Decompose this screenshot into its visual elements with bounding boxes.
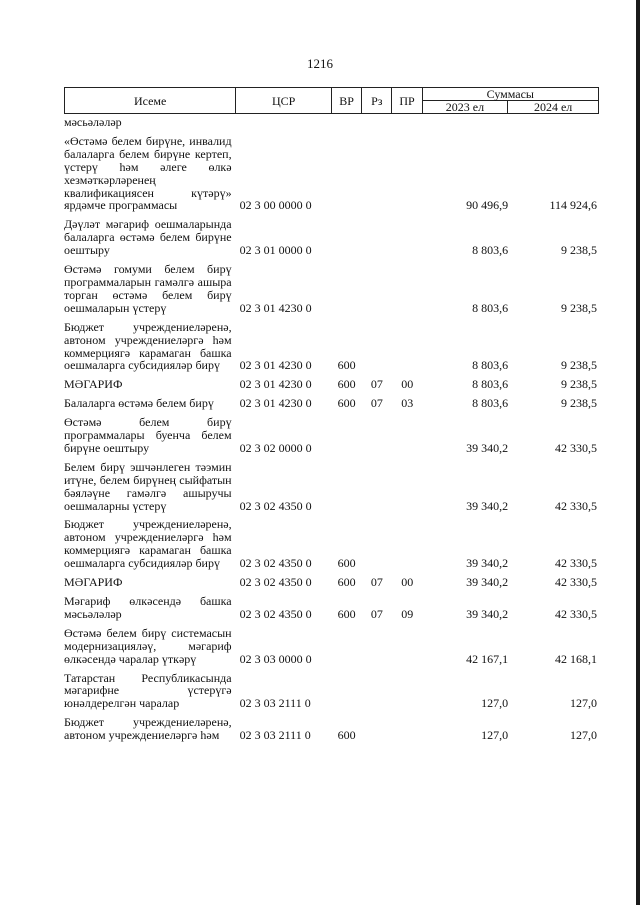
- row-rz: [362, 315, 392, 373]
- row-name: Бюджет учреждениеләренә, автоном учреждениеләргә һәм коммерциягә карамаган башка оешмаларга субсидияләр бирү: [64, 319, 232, 373]
- row-pr: [392, 116, 422, 129]
- row-amount-2024: 42 330,5: [555, 575, 597, 590]
- row-amount-2023: 8 803,6: [472, 377, 509, 392]
- row-amount-2023: [422, 116, 508, 129]
- header-sums: Суммасы: [422, 88, 598, 101]
- table-row: [64, 666, 599, 711]
- row-pr: [392, 410, 422, 455]
- row-vr: 600: [337, 575, 356, 590]
- row-pr: [392, 315, 422, 373]
- row-name: Бюджет учреждениеләренә, автоном учреждениеләргә һәм: [64, 715, 232, 743]
- header-year-2023: 2023 ел: [422, 101, 508, 114]
- table-row: [64, 589, 599, 621]
- table-header: [64, 87, 599, 114]
- row-amount-2023: 8 803,6: [472, 396, 509, 411]
- row-pr: [392, 621, 422, 666]
- row-rz: 07: [370, 575, 383, 590]
- row-pr: [392, 666, 422, 711]
- row-csr: 02 3 01 4230 0: [239, 358, 312, 373]
- row-rz: 07: [370, 396, 383, 411]
- row-pr: 09: [401, 606, 414, 621]
- row-pr: [392, 129, 422, 212]
- row-amount-2024: 42 330,5: [555, 556, 597, 571]
- row-vr: [331, 257, 361, 315]
- row-amount-2024: 9 238,5: [561, 377, 597, 392]
- row-name: Мәгариф өлкәсендә башка мәсьәләләр: [64, 594, 232, 621]
- row-name: «Өстәмә белем бирүне, инвалид балаларга белем бирүне кертеп, үстерү һәм әлеге өлкә хезмәткәрләренең квалификациясен күтәрү» ярдәмче программасы: [64, 133, 232, 213]
- page-number: 1216: [307, 56, 333, 71]
- row-pr: [392, 710, 422, 742]
- row-name: МӘГАРИФ: [64, 377, 123, 392]
- table-row: [64, 710, 599, 742]
- row-vr: 600: [337, 358, 356, 373]
- row-amount-2023: 39 340,2: [466, 498, 509, 513]
- row-vr: [331, 116, 361, 129]
- row-pr: [392, 257, 422, 315]
- row-csr: 02 3 02 4350 0: [239, 498, 312, 513]
- row-rz: [362, 710, 392, 742]
- row-amount-2023: 127,0: [481, 696, 509, 711]
- row-amount-2024: 9 238,5: [561, 358, 597, 373]
- row-vr: [331, 410, 361, 455]
- row-amount-2024: 9 238,5: [561, 243, 597, 258]
- row-csr: 02 3 02 4350 0: [239, 575, 312, 590]
- row-rz: [362, 257, 392, 315]
- table-row: [64, 391, 599, 410]
- row-vr: [331, 621, 361, 666]
- row-vr: 600: [337, 606, 356, 621]
- row-amount-2024: 42 330,5: [555, 606, 597, 621]
- row-amount-2024: 9 238,5: [561, 396, 597, 411]
- row-amount-2023: 39 340,2: [466, 575, 509, 590]
- table-row: [64, 570, 599, 589]
- row-csr: [236, 116, 332, 129]
- row-vr: 600: [337, 396, 356, 411]
- header-pr: ПР: [392, 88, 422, 114]
- row-amount-2023: 39 340,2: [466, 606, 509, 621]
- row-amount-2023: 8 803,6: [472, 358, 509, 373]
- row-rz: [362, 666, 392, 711]
- row-name: Бюджет учреждениеләренә, автоном учреждениеләргә һәм коммерциягә карамаган башка оешмаларга субсидияләр бирү: [64, 517, 232, 571]
- row-csr: 02 3 01 4230 0: [239, 396, 312, 411]
- table-row: [64, 257, 599, 315]
- row-name: Балаларга өстәмә белем бирү: [64, 396, 214, 411]
- header-name: Исеме: [65, 88, 236, 114]
- row-vr: 600: [337, 556, 356, 571]
- header-year-2024: 2024 ел: [508, 101, 599, 114]
- row-amount-2024: 9 238,5: [561, 300, 597, 315]
- table-row: [64, 315, 599, 373]
- header-vr: ВР: [331, 88, 361, 114]
- budget-table-body: [64, 116, 599, 742]
- row-amount-2023: 127,0: [481, 728, 509, 743]
- row-amount-2024: 127,0: [570, 696, 597, 711]
- row-csr: 02 3 02 4350 0: [239, 606, 312, 621]
- row-pr: 00: [401, 575, 414, 590]
- table-row: [64, 212, 599, 257]
- row-pr: [392, 212, 422, 257]
- row-pr: 03: [401, 396, 414, 411]
- row-amount-2024: 114 924,6: [549, 198, 597, 213]
- row-rz: [362, 621, 392, 666]
- row-rz: [362, 455, 392, 513]
- row-csr: 02 3 01 4230 0: [239, 377, 312, 392]
- row-csr: 02 3 02 4350 0: [239, 556, 312, 571]
- row-amount-2024: [508, 116, 599, 129]
- row-rz: 07: [370, 377, 383, 392]
- row-csr: 02 3 02 0000 0: [239, 440, 312, 455]
- row-csr: 02 3 03 0000 0: [239, 651, 312, 666]
- row-name: мәсьәләләр: [64, 115, 122, 129]
- row-name: Дәүләт мәгариф оешмаларында балаларга өстәмә белем бирүне оештыру: [64, 217, 232, 258]
- row-csr: 02 3 01 4230 0: [239, 300, 312, 315]
- row-amount-2024: 42 168,1: [555, 651, 597, 666]
- row-csr: 02 3 00 0000 0: [239, 198, 312, 213]
- row-csr: 02 3 03 2111 0: [239, 696, 311, 711]
- row-csr: 02 3 01 0000 0: [239, 243, 312, 258]
- table-row: [64, 129, 599, 212]
- row-amount-2023: 8 803,6: [472, 243, 509, 258]
- row-rz: 07: [370, 606, 383, 621]
- row-rz: [362, 212, 392, 257]
- row-vr: [331, 666, 361, 711]
- header-csr: ЦСР: [236, 88, 332, 114]
- header-rz: Рз: [362, 88, 392, 114]
- row-name: Өстәмә белем бирү системасын модернизацияләү, мәгариф өлкәсендә чаралар үткәрү: [64, 625, 232, 666]
- table-row: [64, 410, 599, 455]
- budget-table: [64, 116, 599, 742]
- row-pr: [392, 455, 422, 513]
- row-amount-2023: 39 340,2: [466, 556, 509, 571]
- row-csr: 02 3 03 2111 0: [239, 728, 311, 743]
- row-amount-2023: 8 803,6: [472, 300, 509, 315]
- row-name: Белем бирү эшчәнлеген тәэмин итүне, белем бирүнең сыйфатын бәяләүне гамәлгә ашыручы оешмаларны үстерү: [64, 459, 232, 513]
- row-amount-2024: 42 330,5: [555, 440, 597, 455]
- row-pr: 00: [401, 377, 414, 392]
- row-amount-2023: 42 167,1: [466, 651, 509, 666]
- row-amount-2024: 127,0: [570, 728, 597, 743]
- row-rz: [362, 129, 392, 212]
- row-vr: [331, 129, 361, 212]
- row-amount-2023: 39 340,2: [466, 440, 509, 455]
- row-vr: 600: [337, 728, 356, 743]
- row-rz: [362, 410, 392, 455]
- row-vr: 600: [337, 377, 356, 392]
- table-row: [64, 372, 599, 391]
- table-row: [64, 621, 599, 666]
- row-rz: [362, 512, 392, 570]
- row-amount-2023: 90 496,9: [466, 198, 509, 213]
- row-name: МӘГАРИФ: [64, 575, 123, 590]
- row-pr: [392, 512, 422, 570]
- row-vr: [331, 212, 361, 257]
- row-name: Өстәмә гомуми белем бирү программаларын гамәлгә ашыра торган өстәмә белем бирү оешмаларын үстерү: [64, 262, 232, 315]
- table-row: [64, 512, 599, 570]
- row-vr: [331, 455, 361, 513]
- scan-edge-bar: [636, 0, 640, 905]
- row-amount-2024: 42 330,5: [555, 498, 597, 513]
- row-name: Өстәмә белем бирү программалары буенча белем бирүне оештыру: [64, 415, 232, 455]
- table-row: [64, 116, 599, 129]
- row-rz: [362, 116, 392, 129]
- table-row: [64, 455, 599, 513]
- row-name: Татарстан Республикасында мәгарифне үстерүгә юнәлдерелгән чаралар: [64, 670, 232, 711]
